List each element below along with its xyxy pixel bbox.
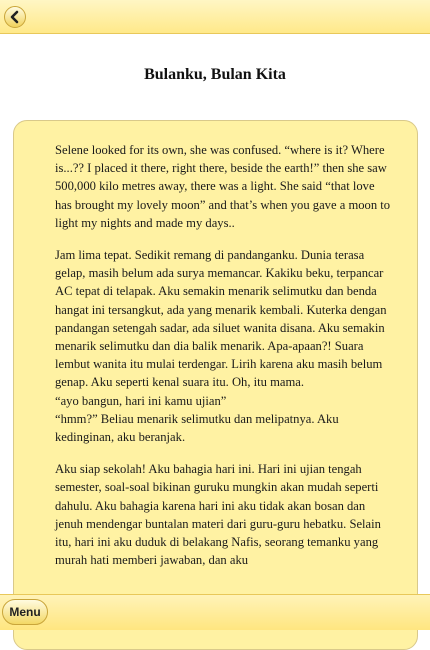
menu-button[interactable]: Menu — [2, 599, 48, 625]
page-title: Bulanku, Bulan Kita — [144, 66, 286, 83]
chevron-left-icon — [5, 7, 25, 27]
back-button[interactable] — [4, 6, 26, 28]
story-content — [13, 120, 418, 650]
story-paragraph: Selene looked for its own, she was confused. “where is it? Where is...?? I placed it there, right there, beside the earth!” then she saw 500,000 kilo metres away, there was a light. She said “that love has brought my lovely moon” and that’s when you gave a moon to light my nights and made my days.. — [55, 143, 391, 230]
story-paragraph: Aku siap sekolah! Aku bahagia hari ini. Hari ini ujian tengah semester, soal-soal bikinan guruku mungkin akan mudah seperti dahulu. Aku bahagia karena hari ini aku tidak akan bosan dan jenuh mendengar buntalan materi dari guru-guru hebatku. Selain itu, hari ini aku duduk di belakang Nafis, seorang temanku yang murah hati memberi jawaban, dan aku — [55, 462, 381, 568]
bottom-toolbar — [0, 594, 430, 630]
story-paragraph: Jam lima tepat. Sedikit remang di pandanganku. Dunia terasa gelap, masih belum ada surya memancar. Kakiku beku, terpancar AC tepat di telapak. Aku semakin menarik selimutku dan benda hangat ini tersangkut, ada yang menarik kembali. Kuterka dengan pandangan setengah sadar, ada siluet wanita disana. Aku semakin menarik selimutku dan dia balik menarik. Apa-apaan?! Suara lembut wanita itu mulai terdengar. Lirih karena aku masih belum genap. Aku seperti kenal suara itu. Oh, itu mama. “ayo bangun, hari ini kamu ujian” “hmm?” Beliau menarik selimutku dan melipatnya. Aku kedinginan, aku beranjak. — [55, 248, 387, 445]
top-toolbar — [0, 0, 430, 34]
